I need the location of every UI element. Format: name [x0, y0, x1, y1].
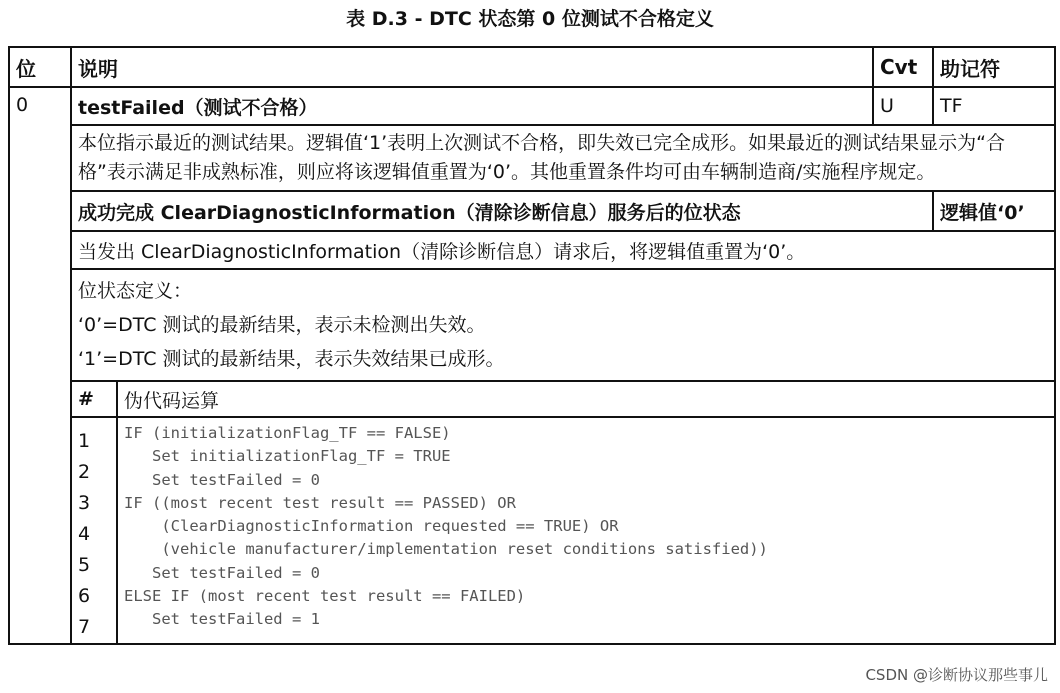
line-number: 3: [78, 492, 91, 514]
line-number: 1: [78, 430, 91, 452]
line-numbers: [71, 417, 117, 644]
code-line: (vehicle manufacturer/implementation reset conditions satisfied)): [124, 540, 768, 559]
mnemonic-value: TF: [933, 87, 1055, 125]
pseudo-title: 伪代码运算: [117, 381, 1055, 417]
code-line: Set testFailed = 1: [124, 610, 320, 629]
clear-state-text: 当发出 ClearDiagnosticInformation（清除诊断信息）请求后，将逻辑值重置为‘0’。: [71, 231, 1055, 269]
code-line: (ClearDiagnosticInformation requested == TRUE) OR: [124, 517, 619, 536]
pseudo-code: [117, 417, 1055, 644]
state-definition: [71, 269, 1055, 381]
code-line: Set initializationFlag_TF = TRUE: [124, 447, 451, 466]
header-mnemonic: 助记符: [933, 47, 1055, 87]
table-row: [9, 269, 1055, 381]
bit-number: 0: [9, 87, 71, 644]
header-row: [9, 47, 1055, 87]
clear-state-title: 成功完成 ClearDiagnosticInformation（清除诊断信息）服务后的位状态: [71, 191, 933, 231]
table-row: [9, 125, 1055, 191]
line-number: 7: [78, 616, 91, 638]
pseudo-hash: #: [71, 381, 117, 417]
state-definition-title: 位状态定义：: [78, 280, 193, 302]
code-line: IF ((most recent test result == PASSED) OR: [124, 493, 516, 512]
state-definition-0: ‘0’=DTC 测试的最新结果，表示未检测出失效。: [78, 314, 486, 336]
line-number: 4: [78, 523, 91, 545]
line-number: 6: [78, 585, 91, 607]
bit-description: 本位指示最近的测试结果。逻辑值‘1’表明上次测试不合格，即失效已完全成形。如果最近的测试结果显示为“合格”表示满足非成熟标准，则应将该逻辑值重置为‘0’。其他重置条件均可由车辆制造商/实施程序规定。: [71, 125, 1055, 191]
header-description: 说明: [71, 47, 873, 87]
code-line: Set testFailed = 0: [124, 470, 320, 489]
dtc-status-table: [8, 46, 1056, 645]
line-number: 2: [78, 461, 91, 483]
header-cvt: Cvt: [873, 47, 933, 87]
code-line: IF (initializationFlag_TF == FALSE): [124, 424, 451, 442]
table-row: [9, 191, 1055, 231]
table-row: [9, 231, 1055, 269]
table-title: 表 D.3 - DTC 状态第 0 位测试不合格定义: [346, 8, 714, 30]
code-line: Set testFailed = 0: [124, 563, 320, 582]
table-row: [9, 87, 1055, 125]
table-row: [9, 381, 1055, 417]
bit-name: testFailed（测试不合格）: [71, 87, 873, 125]
code-line: ELSE IF (most recent test result == FAILED): [124, 587, 526, 606]
line-number: 5: [78, 554, 91, 576]
watermark: CSDN @诊断协议那些事儿: [865, 666, 1048, 684]
cvt-value: U: [873, 87, 933, 125]
clear-state-value: 逻辑值‘0’: [933, 191, 1055, 231]
state-definition-1: ‘1’=DTC 测试的最新结果，表示失效结果已成形。: [78, 348, 505, 370]
header-bit: 位: [9, 47, 71, 87]
table-row: [9, 417, 1055, 644]
